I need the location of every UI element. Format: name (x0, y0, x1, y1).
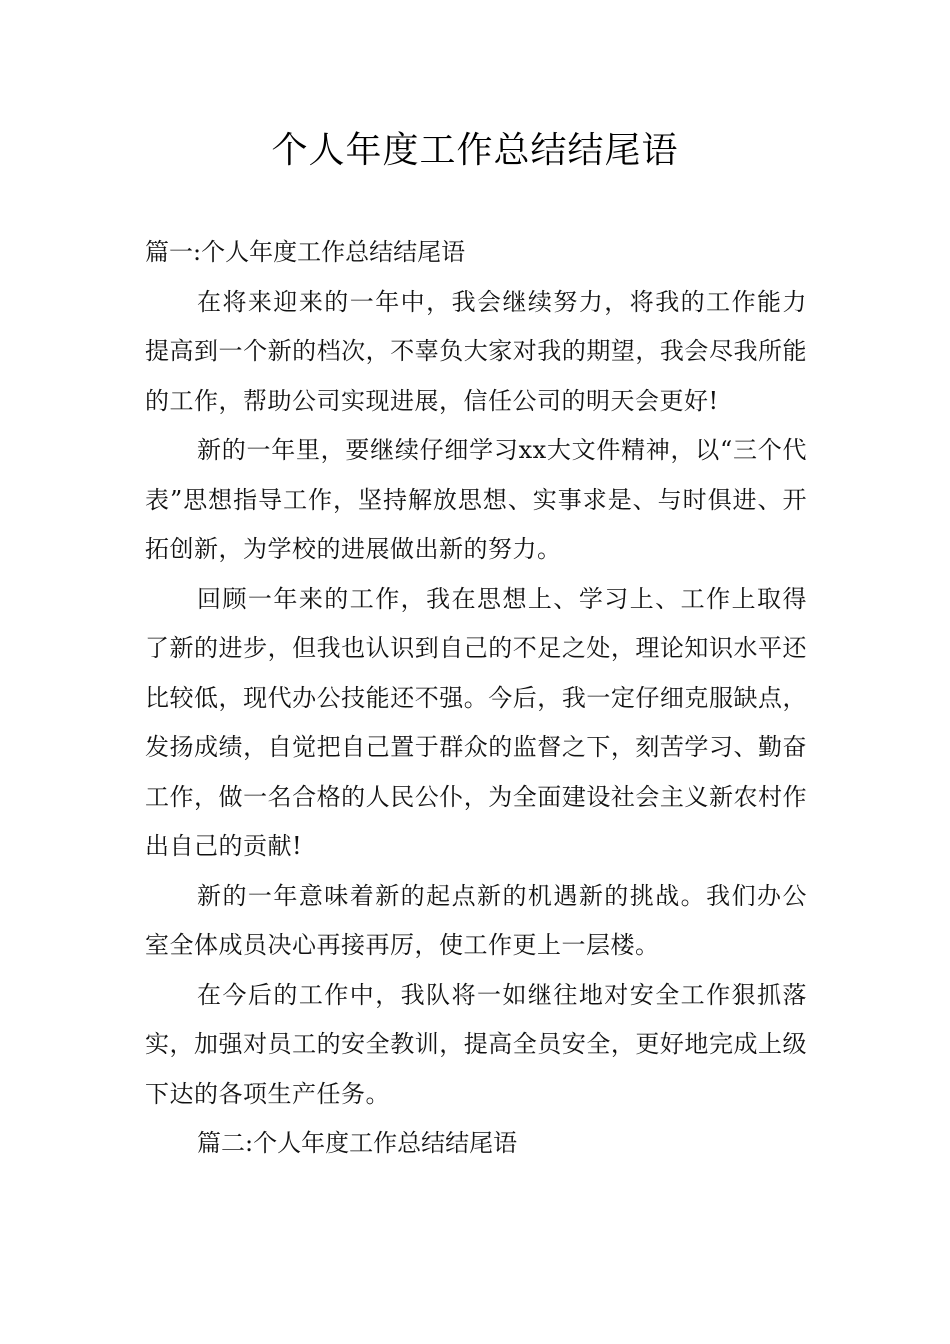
section-one-heading: 篇一:个人年度工作总结结尾语 (145, 238, 466, 266)
paragraph-5: 在今后的工作中，我队将一如继往地对安全工作狠抓落实，加强对员工的安全教训，提高全员安全，更好地完成上级下达的各项生产任务。 (145, 980, 807, 1108)
paragraph-4: 新的一年意味着新的起点新的机遇新的挑战。我们办公室全体成员决心再接再厉，使工作更上一层楼。 (145, 881, 807, 959)
paragraph-3: 回顾一年来的工作，我在思想上、学习上、工作上取得了新的进步，但我也认识到自己的不足之处，理论知识水平还比较低，现代办公技能还不强。今后，我一定仔细克服缺点，发扬成绩，自觉把自己置于群众的监督之下，刻苦学习、勤奋工作，做一名合格的人民公仆，为全面建设社会主义新农村作出自己的贡献! (145, 584, 807, 860)
section-two-heading: 篇二:个人年度工作总结结尾语 (197, 1129, 518, 1157)
document-body (145, 228, 807, 1169)
paragraph-1: 在将来迎来的一年中，我会继续努力，将我的工作能力提高到一个新的档次，不辜负大家对我的期望，我会尽我所能的工作，帮助公司实现进展，信任公司的明天会更好! (145, 287, 807, 415)
document-title: 个人年度工作总结结尾语 (271, 130, 679, 171)
paragraph-2: 新的一年里，要继续仔细学习xx大文件精神，以“三个代表”思想指导工作，坚持解放思想、实事求是、与时俱进、开拓创新，为学校的进展做出新的努力。 (145, 436, 807, 563)
